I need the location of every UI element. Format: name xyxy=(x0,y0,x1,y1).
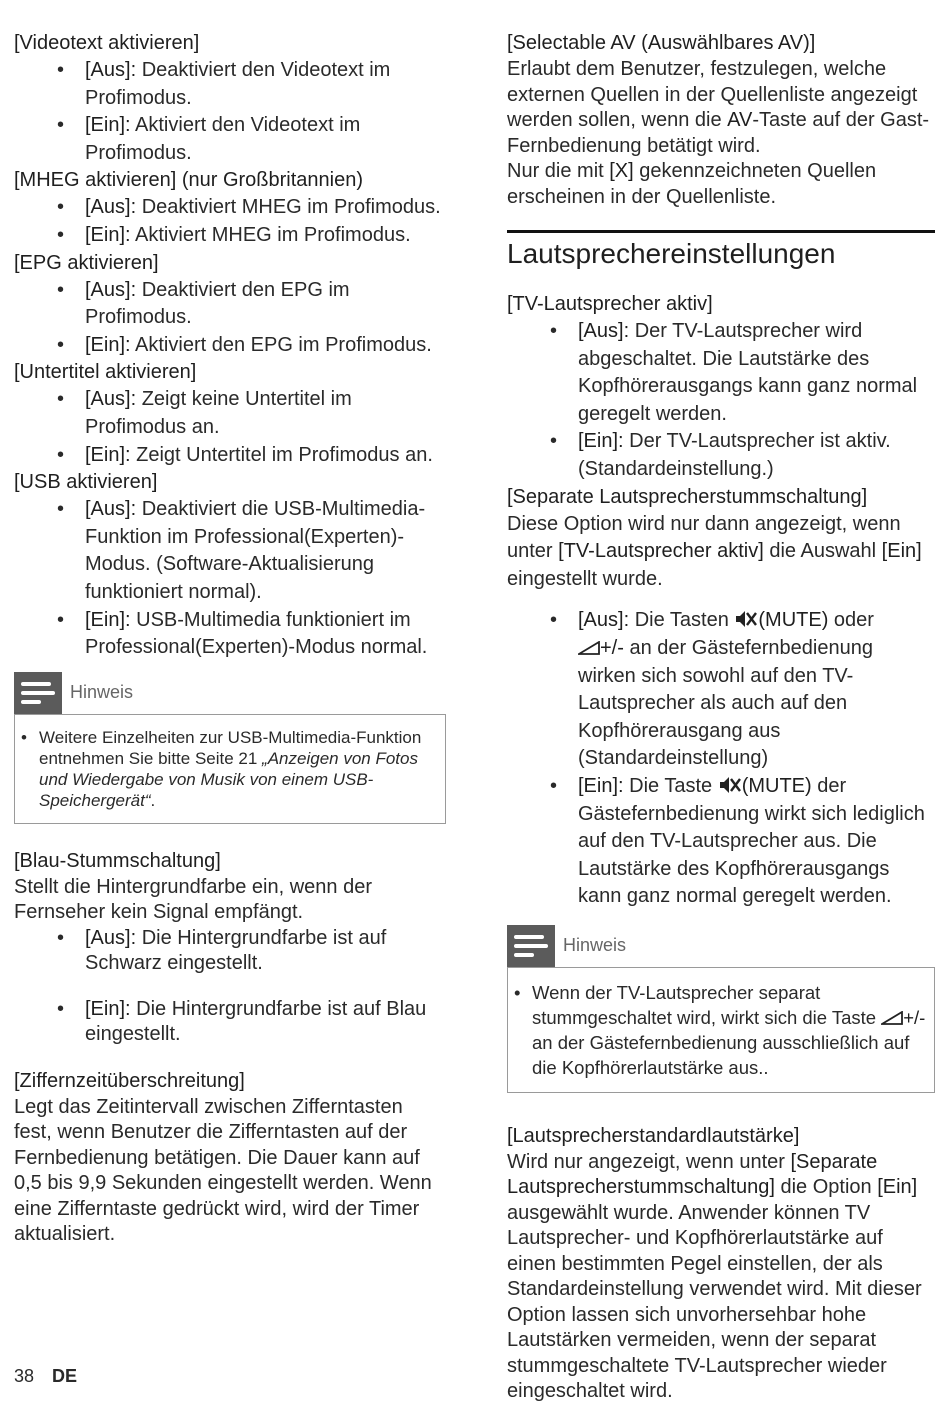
option-label: [Aus]: xyxy=(85,498,137,521)
text-run: Nur die mit xyxy=(507,160,610,182)
note-header xyxy=(14,672,446,714)
av-key: AV xyxy=(727,109,753,131)
mute-icon xyxy=(734,609,758,629)
selectable-heading: [Selectable AV (Auswählbares AV)] xyxy=(507,32,816,54)
page-number: 38 xyxy=(14,1366,35,1386)
ziffern-description: Legt das Zeitintervall zwischen Zifferntasten fest, wenn Benutzer die Zifferntasten auf der Fernbedienung betätigen. Die Dauer kann auf 0,5 bis 9,9 Sekunden eingestellt werden. Wenn eine Zifferntaste gedrückt wird, wird der Timer aktualisiert. xyxy=(14,1095,432,1246)
option-label: [Aus]: xyxy=(85,59,137,81)
left-column xyxy=(14,30,446,1248)
usb-options xyxy=(14,496,446,662)
list-item xyxy=(14,57,446,112)
page-footer xyxy=(14,1366,77,1387)
option-text: Aktiviert den Videotext im Profimodus. xyxy=(85,114,361,164)
videotext-options xyxy=(14,57,446,167)
text-run: der Gästefernbedienung wirkt sich lediglich auf den TV-Lautsprecher aus. Die Lautstärke des Kopfhörerausgangs kann ganz normal geregelt werden. xyxy=(578,774,925,908)
list-item xyxy=(14,926,446,977)
option-label: [Ein]: xyxy=(85,333,131,356)
option-text: Der TV-Lautsprecher wird abgeschaltet. Die Lautstärke des Kopfhörerausgangs kann ganz normal geregelt werden. xyxy=(578,320,918,425)
text-run: -Taste auf der Gast-Fernbedienung betätigt wird. xyxy=(507,109,930,157)
text-run: ausgewählt wurde. Anwender können TV Lautsprecher- und Kopfhörerlautstärke auf einen bestimmten Pegel einstellen, der als Standardeinstellung verwendet wird. Mit dieser Option lassen sich unvorhersehbar hohe Lautstärken vermeiden, wenn der separat stummgeschaltete TV-Lautsprecher wieder eingeschaltet wird. xyxy=(507,1201,922,1403)
option-label: [Ein]: xyxy=(578,774,624,797)
separate-description xyxy=(507,511,935,594)
mheg-options xyxy=(14,194,446,249)
untertitel-options xyxy=(14,386,446,469)
selectable-description-2 xyxy=(507,159,935,210)
text-run: die Auswahl xyxy=(763,540,882,563)
list-item xyxy=(14,607,446,662)
mute-icon xyxy=(718,775,742,795)
selectable-description xyxy=(507,57,935,159)
option-label: [Aus]: xyxy=(85,926,137,949)
section-rule xyxy=(507,230,935,279)
separate-heading: [Separate Lautsprecherstummschaltung] xyxy=(507,485,868,508)
option-label: [Ein]: xyxy=(85,997,131,1020)
option-label: [Ein]: xyxy=(578,430,624,453)
section-title: Lautsprechereinstellungen xyxy=(507,238,836,269)
option-label: [Ein]: xyxy=(85,223,131,246)
option-text: Zeigt Untertitel im Profimodus an. xyxy=(130,443,433,466)
speaker-note xyxy=(507,967,935,1093)
untertitel-heading: [Untertitel aktivieren] xyxy=(14,361,197,384)
option-label: [Aus]: xyxy=(578,609,630,632)
text-run: eingestellt wurde. xyxy=(507,567,663,590)
option-text: Aktiviert MHEG im Profimodus. xyxy=(130,223,411,246)
text-run: an der Gästefernbedienung wirken sich sowohl auf den TV-Lautsprecher als auch auf den Kopfhörerausgang aus (Standardeinstellung) xyxy=(578,636,873,770)
separate-options xyxy=(507,607,935,911)
text-run: Die Taste xyxy=(623,774,718,797)
list-item xyxy=(507,318,935,428)
usb-heading: [USB aktivieren] xyxy=(14,471,158,494)
option-text: USB-Multimedia funktioniert im Professional(Experten)-Modus normal. xyxy=(85,608,428,659)
tv-speaker-ref: [TV-Lautsprecher aktiv] xyxy=(558,540,764,563)
note-text: Weitere Einzelheiten zur USB-Multimedia-Funktion entnehmen Sie bitte Seite 21 xyxy=(39,727,422,768)
language-code: DE xyxy=(52,1366,78,1386)
note-text: an der Gästefernbedienung ausschließlich auf die Kopfhörerlautstärke aus.. xyxy=(532,1031,910,1078)
option-text: Die Hintergrundfarbe ist auf Schwarz eingestellt. xyxy=(85,926,387,975)
option-label: [Aus]: xyxy=(85,388,137,411)
epg-heading: [EPG aktivieren] xyxy=(14,251,159,274)
text-run: Wird nur angezeigt, wenn unter xyxy=(507,1150,791,1173)
list-item xyxy=(14,194,446,222)
blau-description: Stellt die Hintergrundfarbe ein, wenn der Fernseher kein Signal empfängt. xyxy=(14,875,372,924)
text-run: die Option xyxy=(774,1176,878,1199)
volume-icon xyxy=(578,641,600,655)
list-item xyxy=(14,112,446,167)
videotext-heading: [Videotext aktivieren] xyxy=(14,32,200,54)
epg-options xyxy=(14,277,446,360)
list-item xyxy=(14,332,446,360)
text-run: oder xyxy=(828,609,874,632)
note-header xyxy=(507,925,935,967)
option-text: Die Hintergrundfarbe ist auf Blau eingestellt. xyxy=(85,997,427,1046)
list-item xyxy=(14,386,446,441)
usb-note xyxy=(14,714,446,824)
note-end: . xyxy=(150,790,156,810)
list-item xyxy=(14,277,446,332)
option-label: [Ein]: xyxy=(85,443,131,466)
ein-ref: [Ein] xyxy=(877,1176,918,1199)
standard-volume-description xyxy=(507,1150,935,1405)
note-text: Wenn der TV-Lautsprecher separat stummgeschaltet wird, wirkt sich die Taste xyxy=(532,981,882,1028)
text-run: gekennzeichneten Quellen erscheinen in der Quellenliste. xyxy=(507,160,877,208)
standard-volume-heading: [Lautsprecherstandardlautstärke] xyxy=(507,1124,800,1147)
option-text: Deaktiviert den EPG im Profimodus. xyxy=(85,278,350,329)
list-item xyxy=(507,428,935,483)
separate-ref: [Separate Lautsprecherstummschaltung] xyxy=(507,1150,878,1199)
ziffern-heading: [Ziffernzeitüberschreitung] xyxy=(14,1069,245,1092)
list-item xyxy=(14,997,446,1048)
x-marker: [X] xyxy=(609,160,634,182)
list-item xyxy=(14,442,446,470)
note-icon xyxy=(14,672,62,714)
note-label: Hinweis xyxy=(70,682,134,703)
mheg-heading: [MHEG aktivieren] (nur Großbritannien) xyxy=(14,169,364,192)
tv-speaker-options xyxy=(507,318,935,484)
option-text: Deaktiviert MHEG im Profimodus. xyxy=(136,196,441,219)
option-label: [Aus]: xyxy=(578,320,630,342)
text-run: Diese Option wird nur dann angezeigt, wenn unter xyxy=(507,512,901,563)
blau-heading: [Blau-Stummschaltung] xyxy=(14,849,221,872)
list-item xyxy=(507,607,935,773)
option-label: [Aus]: xyxy=(85,278,137,301)
option-label: [Ein]: xyxy=(85,114,131,137)
tv-speaker-heading: [TV-Lautsprecher aktiv] xyxy=(507,293,713,315)
option-text: Zeigt keine Untertitel im Profimodus an. xyxy=(85,388,352,438)
volume-label: +/- xyxy=(600,636,624,659)
right-column xyxy=(507,30,935,1405)
text-run: Erlaubt dem Benutzer, festzulegen, welche externen Quellen in der Quellenliste angezeigt werden sollen, wenn die xyxy=(507,58,918,131)
note-reference: „Anzeigen von Fotos und Wiedergabe von Musik von einem USB-Speichergerät“ xyxy=(39,748,418,810)
option-text: Aktiviert den EPG im Profimodus. xyxy=(130,333,432,356)
mute-label: (MUTE) xyxy=(758,609,829,632)
note-label: Hinweis xyxy=(563,935,627,956)
note-icon xyxy=(507,925,555,967)
option-label: [Ein]: xyxy=(85,608,131,631)
list-item xyxy=(14,496,446,606)
list-item xyxy=(14,222,446,250)
mute-label: (MUTE) xyxy=(741,774,812,797)
option-text: Der TV-Lautsprecher ist aktiv. (Standardeinstellung.) xyxy=(578,430,891,480)
option-text: Deaktiviert die USB-Multimedia-Funktion im Professional(Experten)-Modus. (Software-Aktualisierung funktioniert normal). xyxy=(85,498,426,603)
option-label: [Aus]: xyxy=(85,196,137,219)
list-item xyxy=(507,773,935,911)
volume-icon xyxy=(881,1011,903,1025)
option-text: Deaktiviert den Videotext im Profimodus. xyxy=(85,59,391,109)
text-run: Die Tasten xyxy=(629,609,735,632)
volume-label: +/- xyxy=(903,1006,926,1028)
ein-ref: [Ein] xyxy=(881,540,922,563)
blau-options xyxy=(14,926,446,1048)
